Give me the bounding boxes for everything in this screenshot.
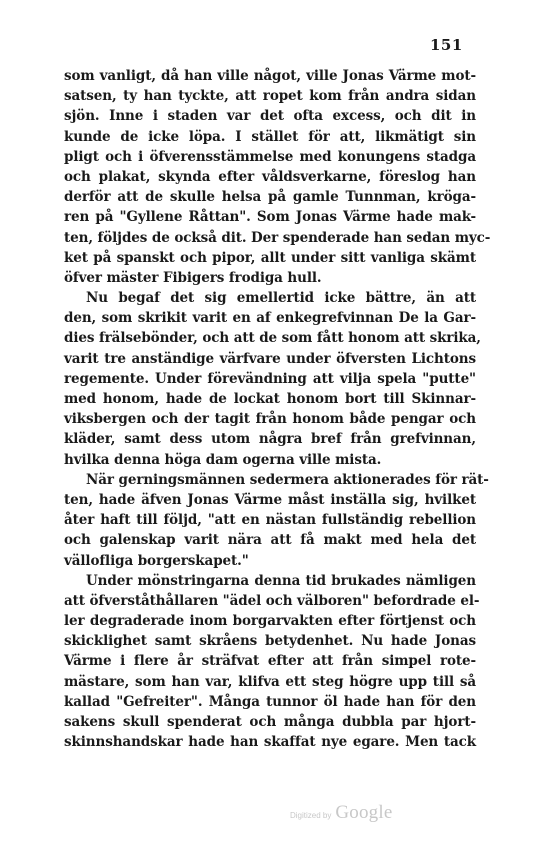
text-line: kläder, samt dess utom några bref från grefvinnan, bbox=[64, 431, 476, 448]
paragraph-start-line: Under mönstringarna denna tid brukades nämligen bbox=[86, 572, 476, 589]
text-line: sakens skull spenderat och många dubbla par hjort- bbox=[64, 714, 476, 730]
text-line: regemente. Under förevändning att vilja spela "putte" bbox=[64, 370, 476, 387]
digitized-by-label: Digitized by bbox=[290, 811, 332, 820]
paragraph-end-line: hvilka denna höga dam ogerna ville mista. bbox=[64, 451, 382, 468]
text-line: kallad "Gefreiter". Många tunnor öl hade han för den bbox=[64, 693, 476, 710]
text-line: kunde de icke löpa. I stället för att, likmätigt sin bbox=[64, 128, 476, 145]
text-line: och galenskap varit nära att få makt med hela det bbox=[64, 532, 476, 549]
paragraph-end-line: öfver mäster Fibigers frodiga hull. bbox=[64, 269, 322, 286]
body-text bbox=[64, 66, 491, 752]
text-line: sjön. Inne i staden var det ofta excess, och dit in bbox=[64, 108, 476, 125]
text-line: derför att de skulle helsa på gamle Tunnman, kröga- bbox=[64, 189, 476, 206]
paragraph-start-line: Nu begaf det sig emellertid icke bättre, än att bbox=[86, 290, 476, 307]
text-line: skinnshandskar hade han skaffat nye egare. Men tack bbox=[64, 734, 476, 751]
text-line: Värme i flere år sträfvat efter att från simpel rote- bbox=[64, 653, 476, 670]
paragraph-start-line: När gerningsmännen sedermera aktionerades för rät- bbox=[86, 471, 489, 488]
page-number: 151 bbox=[430, 36, 463, 54]
text-line: skicklighet samt skråens betydenhet. Nu hade Jonas bbox=[64, 633, 476, 650]
text-line: mästare, som han var, klifva ett steg högre upp till så bbox=[64, 673, 476, 690]
text-line: och plakat, skynda efter våldsverkarne, föreslog han bbox=[64, 168, 476, 185]
text-line: åter haft till följd, "att en nästan fullständig rebellion bbox=[64, 512, 476, 529]
text-line: ket på spanskt och pipor, allt under sitt vanliga skämt bbox=[64, 249, 476, 266]
text-line: med honom, hade de lockat honom bort till Skinnar- bbox=[64, 391, 476, 407]
paragraph-end-line: vällofliga borgerskapet." bbox=[64, 552, 249, 569]
text-line: varit tre anständige värfvare under öfversten Lichtons bbox=[64, 350, 476, 367]
text-line: ler degraderade inom borgarvakten efter förtjenst och bbox=[64, 613, 476, 630]
text-line: viksbergen och der tagit från honom både pengar och bbox=[64, 411, 476, 428]
text-line: den, som skrikit varit en af enkegrefvinnan De la Gar- bbox=[64, 310, 476, 327]
digitized-watermark bbox=[290, 802, 393, 824]
text-line: att öfverståthållaren "ädel och välboren" befordrade el- bbox=[64, 592, 480, 609]
text-line: ren på "Gyllene Råttan". Som Jonas Värme hade mak- bbox=[64, 209, 476, 226]
text-line: som vanligt, då han ville något, ville Jonas Värme mot- bbox=[64, 68, 476, 84]
text-line: ten, följdes de också dit. Der spenderade han sedan myc- bbox=[64, 229, 491, 246]
text-line: ten, hade äfven Jonas Värme måst inställa sig, hvilket bbox=[64, 491, 476, 508]
text-line: dies frälsebönder, och att de som fått honom att skrika, bbox=[64, 330, 481, 347]
google-logo: Google bbox=[335, 802, 393, 823]
text-line: satsen, ty han tyckte, att ropet kom från andra sidan bbox=[64, 88, 476, 105]
text-line: pligt och i öfverensstämmelse med konungens stadga bbox=[64, 148, 476, 165]
